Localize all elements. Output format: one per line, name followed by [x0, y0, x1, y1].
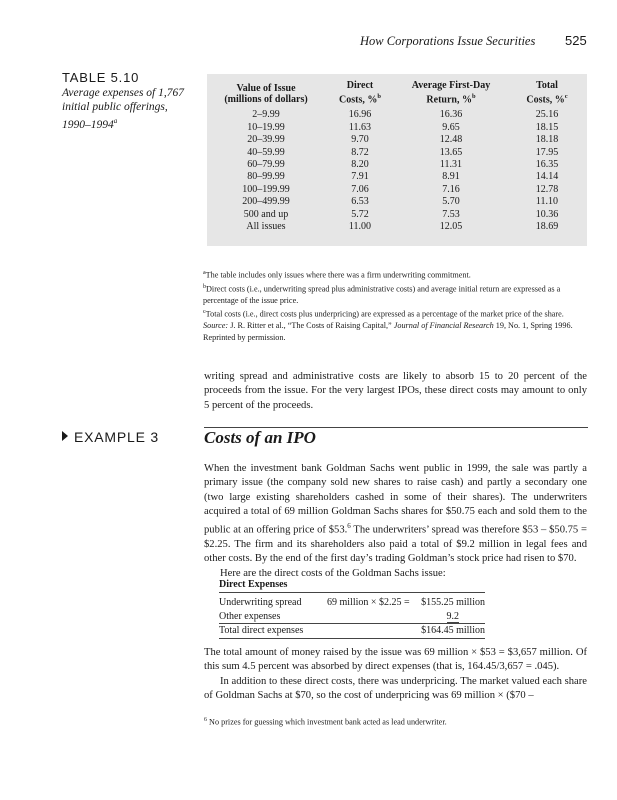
table-note-a: $^a$The table includes only issues where there was a firm underwriting commitment.: [203, 270, 471, 280]
table-cell: 80–99.99: [247, 171, 285, 183]
table-row: [207, 221, 587, 233]
running-title: How Corporations Issue Securities: [360, 34, 536, 48]
table-row: [207, 171, 587, 183]
table-row: [207, 109, 587, 121]
example-paragraph-2: The total amount of money raised by the issue was 69 million × $53 = $3,657 million. Of this sum 4.5 percent was absorbed by direct expenses (that is, 164.45/3,657 = .045). In addition to these direct costs, there was underpricing. The market valued each share of Goldman Sachs at $70, so the cost of underpricing was 69 million × ($70 –: [204, 647, 587, 701]
column-header-first-day-return: Average First-Day Return, %$^b$: [411, 80, 491, 106]
table-cell: 18.15: [535, 121, 559, 133]
table-cell: 100–199.99: [242, 183, 290, 195]
column-header-total-costs: Total Costs, %$^c$: [526, 80, 568, 106]
expense-bottom-rule: [219, 638, 485, 639]
table-row: [207, 196, 587, 208]
table-cell: 40–59.99: [247, 146, 285, 158]
page-footnote: $^6$ No prizes for guessing which investment bank acted as lead underwriter.: [204, 717, 447, 727]
table-cell: 11.31: [439, 158, 463, 170]
table-cell: 7.06: [351, 183, 369, 195]
table-cell: 12.05: [439, 220, 463, 232]
table-notes: [203, 268, 588, 344]
table-cell: 7.53: [442, 208, 460, 220]
table-cell: 500 and up: [243, 208, 289, 220]
page-number: 525: [565, 33, 587, 48]
column-header-direct-costs: Direct Costs, %$^b$: [339, 80, 381, 106]
table-cell: 14.14: [535, 171, 559, 183]
direct-expenses-table: [219, 579, 485, 639]
table-cell: 8.72: [351, 146, 369, 158]
triangle-right-icon: [62, 431, 68, 441]
table-cell: 20–39.99: [247, 134, 285, 146]
table-row: [207, 147, 587, 159]
expense-row: Underwriting spread 69 million × $2.25 = $155.25 million: [219, 597, 485, 608]
table-caption-text: Average expenses of 1,767 initial public offerings, 1990–1994: [62, 87, 184, 131]
table-cell: 16.36: [439, 109, 463, 121]
table-cell: 25.16: [535, 109, 559, 121]
table-cell: 11.63: [348, 121, 372, 133]
table-row: [207, 184, 587, 196]
table-label: TABLE 5.10: [62, 70, 140, 85]
table-row: [207, 134, 587, 146]
direct-expenses-heading: Direct Expenses: [219, 579, 485, 593]
table-cell: 12.78: [535, 183, 559, 195]
table-cell: 5.70: [442, 196, 460, 208]
table-cell: 9.70: [351, 134, 369, 146]
table-cell: 8.20: [351, 158, 369, 170]
table-cell: 6.53: [351, 196, 369, 208]
example-paragraph: When the investment bank Goldman Sachs went public in 1999, the sale was partly a primary issue (the company sold new shares to raise cash) and partly a secondary one (two large existing shareholders cashed in some of their shares). The underwriters acquired a total of 69 million Goldman Sachs shares for $50.75 each and sold them to the public at an offering price of $53.$^6$ The underwriters’ spread was therefore $53 – $50.75 = $2.25. The firm and its shareholders also paid a total of $9.2 million in legal fees and other costs. By the end of the first day’s trading Goldman’s stock price had risen to $70. Here are the direct costs of the Goldman Sachs issue:: [204, 463, 587, 579]
table-note-b: $^b$Direct costs (i.e., underwriting spread plus administrative costs) and average initial return are expressed as a percentage of the issue price.: [203, 283, 561, 306]
table-caption-marker: a: [113, 117, 118, 125]
table-cell: 2–9.99: [252, 109, 280, 121]
table-cell: 10.36: [535, 208, 559, 220]
table-cell: 7.16: [442, 183, 460, 195]
table-cell: 18.69: [535, 220, 559, 232]
table-row: [207, 209, 587, 221]
example-title: Costs of an IPO: [204, 428, 316, 447]
table-cell: 60–79.99: [247, 158, 285, 170]
table-cell: 18.18: [535, 134, 559, 146]
body-paragraph: writing spread and administrative costs are likely to absorb 15 to 20 percent of the proceeds from the issue. For the very largest IPOs, these direct costs may amount to only 5 percent of the proceeds.: [204, 371, 587, 411]
table-cell: All issues: [246, 220, 286, 232]
table-cell: 12.48: [439, 134, 463, 146]
table-cell: 10–19.99: [247, 121, 285, 133]
column-header-value: Value of Issue (millions of dollars): [224, 83, 308, 106]
expense-row: Total direct expenses $164.45 million: [219, 625, 485, 636]
table-cell: 16.35: [535, 158, 559, 170]
table-cell: 9.65: [442, 121, 460, 133]
table-cell: 200–499.99: [242, 196, 290, 208]
table-cell: 7.91: [351, 171, 369, 183]
table-cell: 11.10: [535, 196, 559, 208]
table-source: Source: J. R. Ritter et al., “The Costs of Raising Capital,” Journal of Financial Research 19, No. 1, Spring 1996. Reprinted by permission.: [203, 321, 573, 343]
table-cell: 17.95: [535, 146, 559, 158]
table-note-c: $^c$Total costs (i.e., direct costs plus underpricing) are expressed as a percentage of the market price of the share.: [203, 308, 564, 319]
table-header-row: [207, 80, 587, 109]
ipo-expenses-table: [207, 74, 587, 246]
table-cell: 13.65: [439, 146, 463, 158]
expense-row: Other expenses 9.2: [219, 610, 459, 622]
ipo-expenses-grid: [207, 80, 587, 233]
table-cell: 5.72: [351, 208, 369, 220]
table-row: [207, 159, 587, 171]
footnote-marker: 6: [347, 522, 351, 531]
example-label: EXAMPLE 3: [62, 429, 159, 445]
table-caption: [62, 86, 192, 132]
table-cell: 8.91: [442, 171, 460, 183]
table-cell: 16.96: [348, 109, 372, 121]
table-row: [207, 122, 587, 134]
table-cell: 11.00: [348, 220, 372, 232]
